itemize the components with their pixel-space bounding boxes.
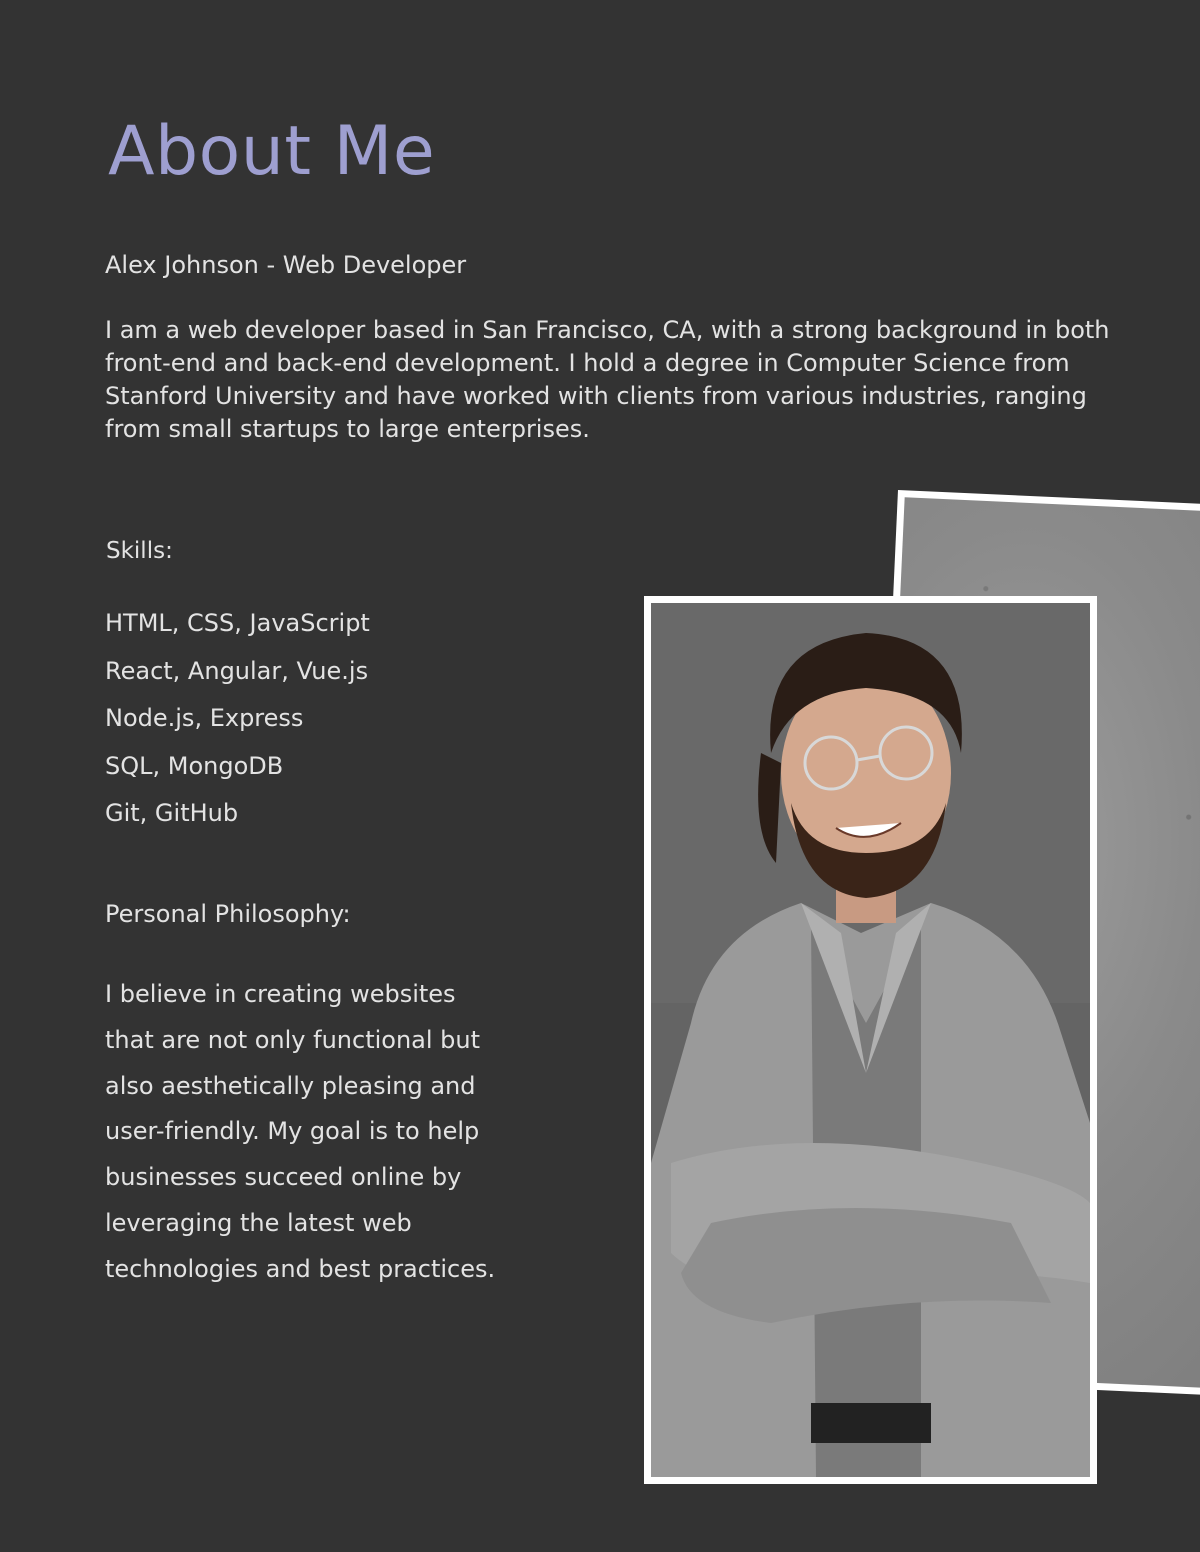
page-title: About Me [108,112,436,191]
philosophy-paragraph: I believe in creating websites that are not only functional but also aesthetically pleasing and user-friendly. My goal is to help businesses succeed online by leveraging the latest web technologies and best practices. [105,980,496,1283]
philosophy-heading: Personal Philosophy: [105,900,351,928]
skill-item: Node.js, Express [105,704,304,732]
skill-item: Git, GitHub [105,799,239,827]
portrait-illustration [651,603,1090,1477]
skills-list [105,604,370,842]
name-and-role: Alex Johnson - Web Developer [105,251,467,279]
portrait-photo-frame [644,596,1097,1484]
skill-item: React, Angular, Vue.js [105,656,369,685]
skills-heading: Skills: [106,538,173,564]
intro-paragraph: I am a web developer based in San Francisco, CA, with a strong background in both front-end and back-end development. I hold a degree in Computer Science from Stanford University and have worked with clients from various industries, ranging from small startups to large enterprises. [105,316,1110,443]
skill-item: SQL, MongoDB [105,751,284,780]
portrait-image [651,603,1090,1477]
skill-item: HTML, CSS, JavaScript [105,609,370,637]
